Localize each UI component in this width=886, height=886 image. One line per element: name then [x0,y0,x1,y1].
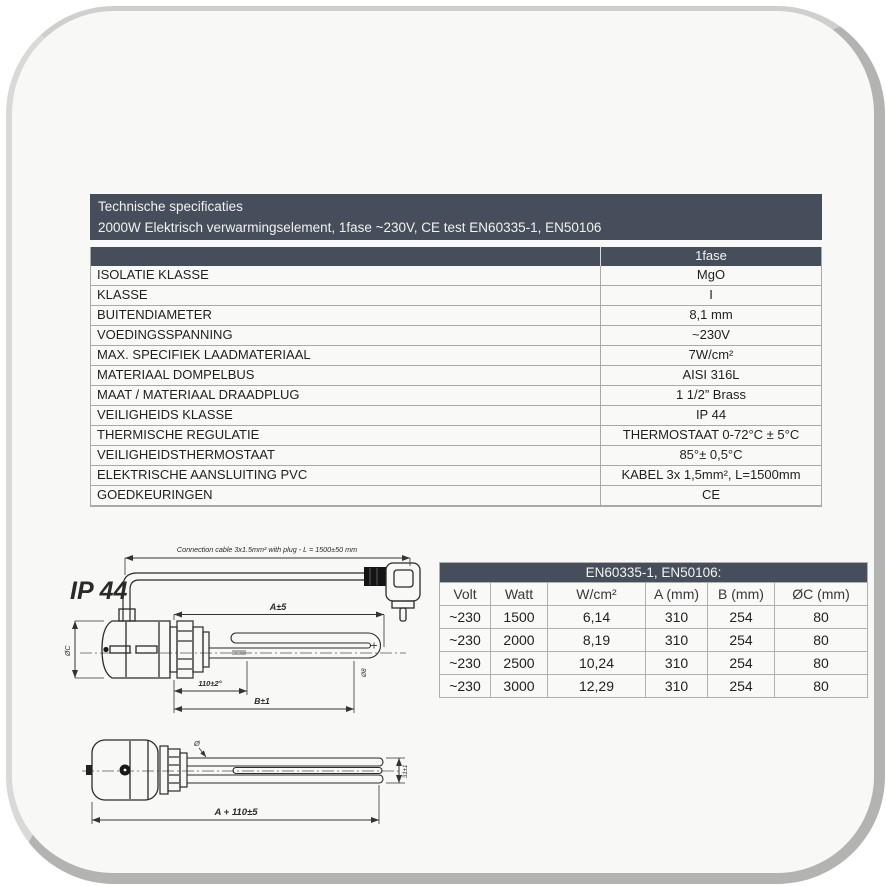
spec-table [90,247,822,507]
table-row [440,628,867,651]
spec-label: ISOLATIE KLASSE [91,266,601,285]
flange-stack [170,621,209,678]
spec-label: VOEDINGSSPANNING [91,326,601,345]
spec-label: ELEKTRISCHE AANSLUITING PVC [91,466,601,485]
cell-a: 310 [646,628,708,651]
spec-value: CE [701,487,721,502]
dim-angle-label: 110±2° [198,679,222,688]
spec-label: KLASSE [91,286,601,305]
dimension-table-header-row [440,582,867,605]
cell-b: 254 [708,605,775,628]
col-header-watt: Watt [491,582,548,605]
spec-value: I [709,287,713,302]
rounded-card [6,6,885,884]
spec-value: MgO [696,267,726,282]
housing-top [86,740,158,800]
col-header-c: ØC (mm) [775,582,867,605]
table-row [440,605,867,628]
table-row [91,426,821,446]
cell-c: 80 [775,651,867,674]
tube-dia-symbol: Ø [194,739,200,748]
plug-body [386,563,420,621]
cell-b: 254 [708,628,775,651]
tube-diameter-label: Ø8 [361,668,368,677]
plug-grip [364,567,386,586]
spec-value: 85°± 0,5°C [679,447,743,462]
cell-a: 310 [646,605,708,628]
top-view-drawing [68,714,420,832]
cable-note-label: Connection cable 3x1.5mm² with plug - L = 1500±50 mm [176,545,358,554]
cell-c: 80 [775,605,867,628]
table-row [440,674,867,697]
table-row [91,406,821,426]
col-header-wcm2: W/cm² [548,582,646,605]
table-row [91,346,821,366]
cell-wcm2: 10,24 [548,651,646,674]
spec-label: VEILIGHEIDS KLASSE [91,406,601,425]
col-header-volt: Volt [440,582,491,605]
spec-label: GOEDKEURINGEN [91,486,601,505]
spec-label: MATERIAAL DOMPELBUS [91,366,601,385]
side-view-drawing [60,537,432,717]
table-row [91,486,821,506]
table-row [91,366,821,386]
spec-label: MAAT / MATERIAAL DRAADPLUG [91,386,601,405]
spec-label: THERMISCHE REGULATIE [91,426,601,445]
spec-col-1fase: 1fase [695,248,727,263]
cell-volt: ~230 [440,605,491,628]
spec-table-column-header-row [91,247,821,266]
spec-value: 1 1/2” Brass [675,387,747,402]
flange-stack-top [160,746,187,794]
table-row [91,326,821,346]
cell-c: 80 [775,628,867,651]
ip-rating-label: IP 44 [70,577,128,605]
table-row [91,286,821,306]
col-header-a: A (mm) [646,582,708,605]
col-header-b: B (mm) [708,582,775,605]
spec-value: IP 44 [695,407,727,422]
table-row [91,266,821,286]
spec-value: ~230V [692,327,730,342]
cell-volt: ~230 [440,628,491,651]
tube-stamp [232,650,246,655]
cell-volt: ~230 [440,651,491,674]
table-row [440,651,867,674]
cell-a: 310 [646,651,708,674]
table-row [91,386,821,406]
cell-wcm2: 12,29 [548,674,646,697]
spec-value: THERMOSTAAT 0-72°C ± 5°C [622,427,800,442]
cell-wcm2: 6,14 [548,605,646,628]
cell-watt: 1500 [491,605,548,628]
table-row [91,466,821,486]
cell-c: 80 [775,674,867,697]
dim-width-label: 31±1 [403,764,409,778]
spec-value: AISI 316L [682,367,740,382]
spec-value: 7W/cm² [688,347,734,362]
heating-tube-top [187,758,383,783]
dimension-table [439,562,868,698]
cell-volt: ~230 [440,674,491,697]
spec-title-line1: Technische specificaties [98,199,243,214]
spec-col-empty [91,247,601,266]
dim-a-label: A±5 [269,602,287,612]
table-row [91,306,821,326]
cell-b: 254 [708,674,775,697]
cell-wcm2: 8,19 [548,628,646,651]
cell-a: 310 [646,674,708,697]
cell-b: 254 [708,651,775,674]
cell-watt: 2000 [491,628,548,651]
housing-side [102,609,170,678]
spec-label: VEILIGHEIDSTHERMOSTAAT [91,446,601,465]
dim-total-label: A + 110±5 [214,807,258,818]
spec-value: 8,1 mm [689,307,733,322]
spec-label: BUITENDIAMETER [91,306,601,325]
spec-title-line2: 2000W Elektrisch verwarmingselement, 1fase ~230V, CE test EN60335-1, EN50106 [98,220,602,235]
cell-watt: 3000 [491,674,548,697]
spec-title-block [90,194,822,240]
dimension-table-title: EN60335-1, EN50106: [440,563,867,582]
dim-b-label: B±1 [254,696,270,706]
cell-watt: 2500 [491,651,548,674]
spec-label: MAX. SPECIFIEK LAADMATERIAAL [91,346,601,365]
spec-value: KABEL 3x 1,5mm², L=1500mm [621,467,801,482]
cap-diameter-label: ØC [65,645,72,656]
table-row [91,446,821,466]
